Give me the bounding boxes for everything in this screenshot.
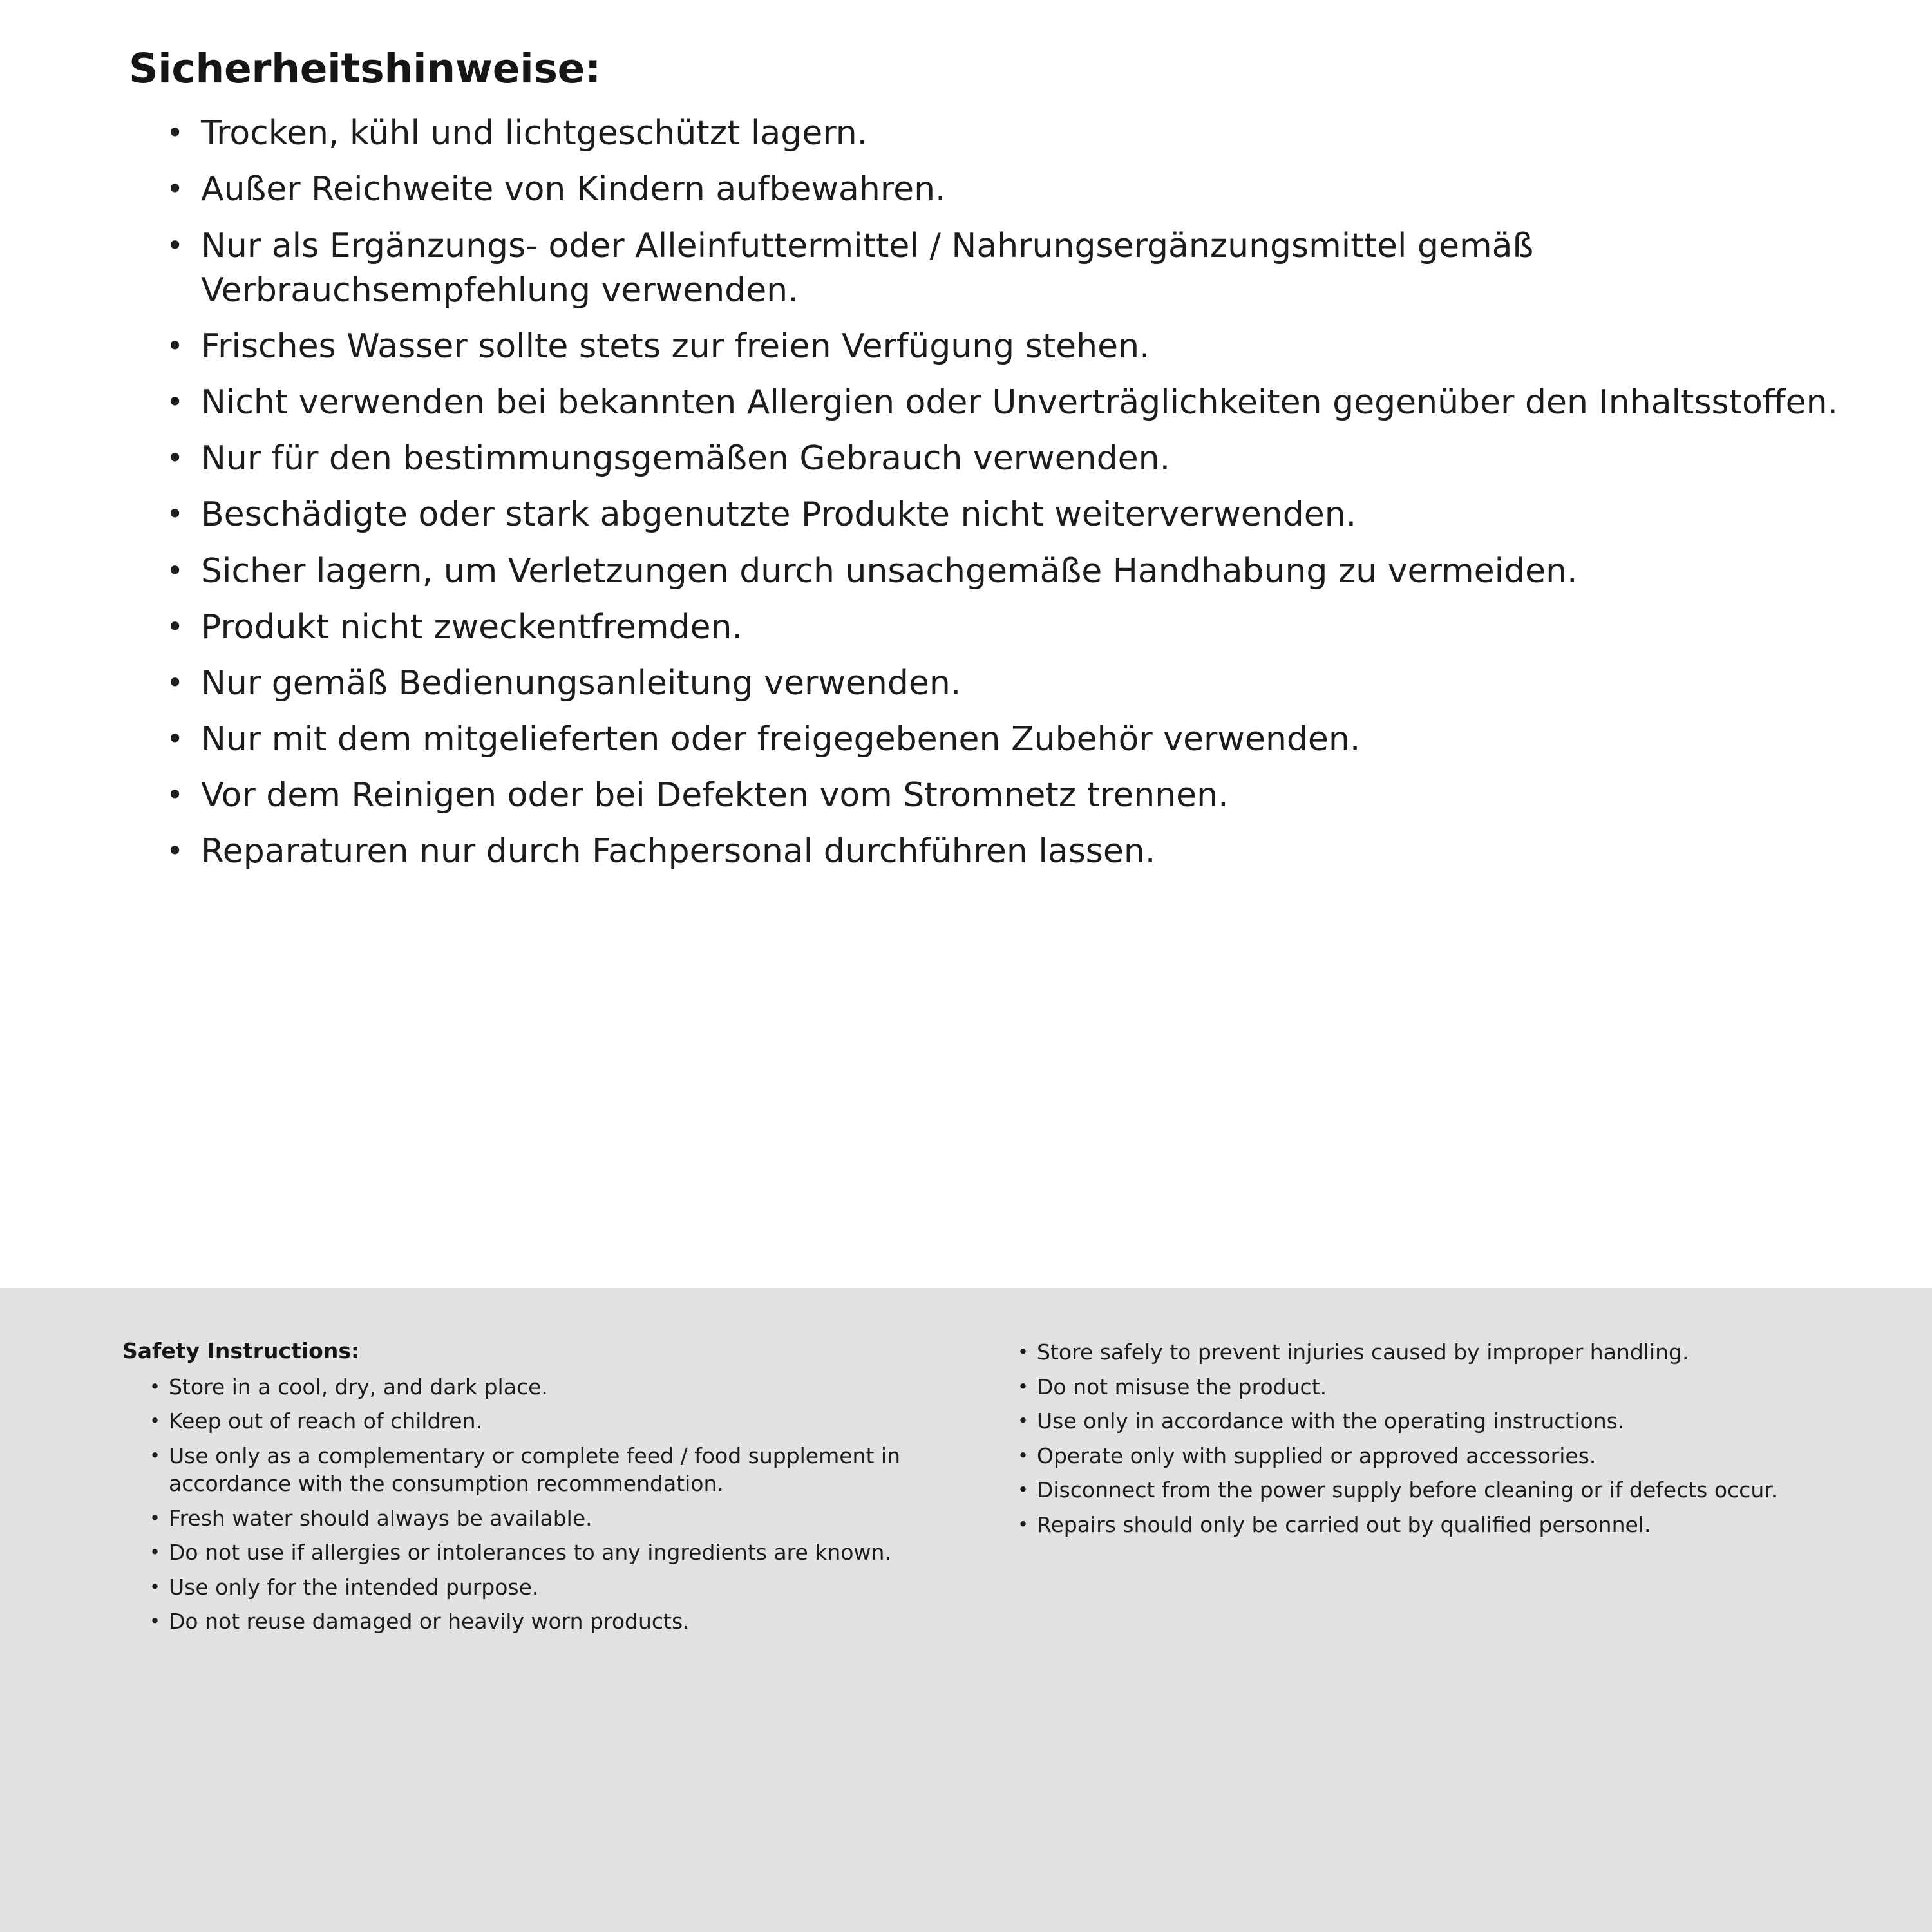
list-item (166, 661, 1850, 706)
bullet-icon: • (149, 1575, 161, 1598)
bullet-icon: • (166, 115, 184, 151)
list-item (149, 1504, 953, 1533)
bullet-icon: • (149, 1610, 161, 1633)
list-item (149, 1573, 953, 1602)
list-item (166, 325, 1850, 369)
bullet-icon: • (166, 384, 184, 420)
bullet-icon: • (166, 440, 184, 476)
list-item (166, 549, 1850, 594)
list-item-text: Sicher lagern, um Verletzungen durch unsachgemäße Handhabung zu vermeiden. (201, 551, 1578, 591)
bullet-icon: • (166, 833, 184, 869)
bullet-icon: • (1018, 1479, 1029, 1501)
list-item-text: Beschädigte oder stark abgenutzte Produkte nicht weiterverwenden. (201, 495, 1357, 535)
list-item (166, 381, 1850, 425)
list-item-text: Repairs should only be carried out by qualified personnel. (1037, 1511, 1651, 1537)
english-safety-list-right (1018, 1338, 1848, 1539)
bullet-icon: • (166, 777, 184, 813)
bullet-icon: • (166, 553, 184, 588)
list-item (166, 493, 1850, 537)
list-item (1018, 1338, 1848, 1367)
bullet-icon: • (166, 665, 184, 700)
bullet-icon: • (149, 1444, 161, 1466)
list-item (166, 224, 1850, 313)
list-item-text: Nur gemäß Bedienungsanleitung verwenden. (201, 663, 961, 703)
list-item-text: Use only in accordance with the operating instructions. (1037, 1408, 1625, 1434)
list-item-text: Fresh water should always be available. (169, 1505, 592, 1531)
english-column-right (1018, 1338, 1848, 1545)
bullet-icon: • (1018, 1444, 1029, 1466)
list-item-text: Use only as a complementary or complete feed / food supplement in accordance with the consumption recommendation. (169, 1443, 900, 1497)
bullet-icon: • (149, 1541, 161, 1564)
list-item-text: Produkt nicht zweckentfremden. (201, 607, 743, 647)
list-item-text: Store safely to prevent injuries caused by improper handling. (1037, 1340, 1689, 1365)
list-item-text: Frisches Wasser sollte stets zur freien Verfügung stehen. (201, 327, 1150, 366)
bullet-icon: • (166, 497, 184, 532)
bullet-icon: • (1018, 1341, 1029, 1363)
english-section-title: Safety Instructions: (122, 1338, 360, 1363)
bullet-icon: • (166, 721, 184, 757)
bullet-icon: • (166, 328, 184, 363)
list-item (149, 1607, 953, 1636)
list-item-text: Keep out of reach of children. (169, 1408, 482, 1434)
list-item (166, 829, 1850, 874)
list-item-text: Nur für den bestimmungsgemäßen Gebrauch verwenden. (201, 439, 1171, 478)
english-safety-list-left (122, 1373, 953, 1636)
list-item-text: Reparaturen nur durch Fachpersonal durchführen lassen. (201, 832, 1156, 871)
bullet-icon: • (166, 227, 184, 263)
list-item (1018, 1476, 1848, 1504)
list-item (166, 605, 1850, 650)
list-item-text: Nur als Ergänzungs- oder Alleinfuttermittel / Nahrungsergänzungsmittel gemäß Verbrauchsempfehlung verwenden. (201, 226, 1534, 310)
list-item (1018, 1373, 1848, 1401)
german-safety-list (129, 111, 1855, 874)
list-item-text: Außer Reichweite von Kindern aufbewahren. (201, 170, 946, 209)
english-safety-section (0, 1288, 1932, 1932)
list-item (1018, 1511, 1848, 1539)
list-item (149, 1539, 953, 1567)
list-item-text: Store in a cool, dry, and dark place. (169, 1374, 548, 1399)
german-section-title: Sicherheitshinweise: (129, 45, 601, 92)
list-item (149, 1407, 953, 1435)
list-item-text: Do not reuse damaged or heavily worn products. (169, 1609, 690, 1634)
bullet-icon: • (149, 1375, 161, 1397)
bullet-icon: • (149, 1506, 161, 1529)
bullet-icon: • (1018, 1375, 1029, 1397)
list-item-text: Disconnect from the power supply before cleaning or if defects occur. (1037, 1477, 1778, 1503)
bullet-icon: • (166, 609, 184, 644)
bullet-icon: • (1018, 1513, 1029, 1535)
bullet-icon: • (1018, 1410, 1029, 1432)
list-item (1018, 1442, 1848, 1470)
list-item-text: Nur mit dem mitgelieferten oder freigegebenen Zubehör verwenden. (201, 720, 1361, 759)
list-item (166, 437, 1850, 481)
list-item (166, 111, 1850, 156)
list-item-text: Do not use if allergies or intolerances to any ingredients are known. (169, 1540, 891, 1566)
bullet-icon: • (166, 171, 184, 207)
list-item (166, 167, 1850, 212)
list-item-text: Do not misuse the product. (1037, 1374, 1327, 1399)
english-column-left (122, 1338, 953, 1642)
list-item (166, 717, 1850, 762)
list-item-text: Use only for the intended purpose. (169, 1574, 539, 1600)
list-item-text: Vor dem Reinigen oder bei Defekten vom Stromnetz trennen. (201, 776, 1229, 815)
list-item (166, 773, 1850, 818)
list-item (149, 1373, 953, 1401)
list-item (1018, 1407, 1848, 1435)
list-item-text: Trocken, kühl und lichtgeschützt lagern. (201, 114, 868, 153)
list-item (149, 1442, 953, 1498)
bullet-icon: • (149, 1410, 161, 1432)
list-item-text: Nicht verwenden bei bekannten Allergien oder Unverträglichkeiten gegenüber den Inhaltsstoffen. (201, 383, 1839, 422)
list-item-text: Operate only with supplied or approved accessories. (1037, 1443, 1596, 1468)
